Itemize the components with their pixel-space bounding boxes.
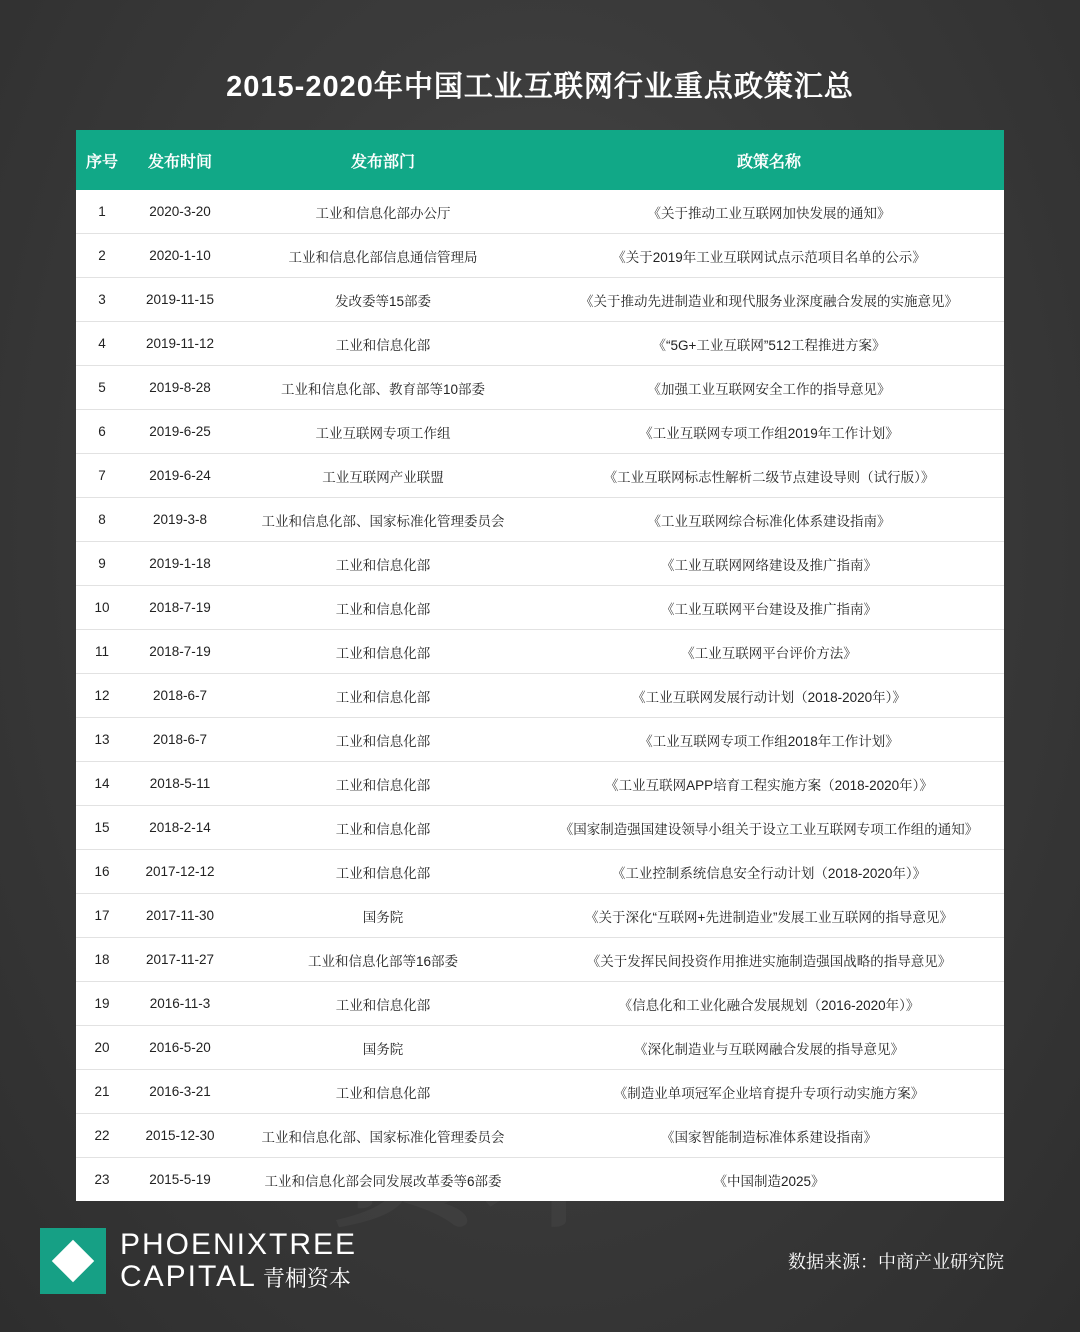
table-row xyxy=(76,454,1004,498)
cell-policy-name: 《工业互联网APP培育工程实施方案（2018-2020年）》 xyxy=(534,762,1004,806)
cell-date: 2019-8-28 xyxy=(128,366,232,410)
cell-department: 工业和信息化部 xyxy=(232,718,534,762)
cell-index: 11 xyxy=(76,630,128,674)
cell-policy-name: 《中国制造2025》 xyxy=(534,1158,1004,1202)
cell-index: 15 xyxy=(76,806,128,850)
brand-logo-text xyxy=(120,1229,357,1294)
cell-department: 工业和信息化部 xyxy=(232,542,534,586)
table-header-row xyxy=(76,130,1004,190)
cell-department: 工业和信息化部 xyxy=(232,806,534,850)
page-title: 2015-2020年中国工业互联网行业重点政策汇总 xyxy=(226,71,854,103)
cell-policy-name: 《加强工业互联网安全工作的指导意见》 xyxy=(534,366,1004,410)
cell-policy-name: 《国家智能制造标准体系建设指南》 xyxy=(534,1114,1004,1158)
cell-index: 14 xyxy=(76,762,128,806)
cell-department: 工业和信息化部办公厅 xyxy=(232,190,534,234)
cell-date: 2019-6-24 xyxy=(128,454,232,498)
policy-table xyxy=(76,130,1004,1201)
cell-policy-name: 《制造业单项冠军企业培育提升专项行动实施方案》 xyxy=(534,1070,1004,1114)
cell-date: 2019-3-8 xyxy=(128,498,232,542)
cell-department: 国务院 xyxy=(232,1026,534,1070)
table-row xyxy=(76,982,1004,1026)
table-row xyxy=(76,1114,1004,1158)
cell-policy-name: 《关于发挥民间投资作用推进实施制造强国战略的指导意见》 xyxy=(534,938,1004,982)
cell-policy-name: 《工业互联网发展行动计划（2018-2020年）》 xyxy=(534,674,1004,718)
cell-date: 2018-7-19 xyxy=(128,586,232,630)
table-row xyxy=(76,894,1004,938)
cell-index: 2 xyxy=(76,234,128,278)
cell-index: 3 xyxy=(76,278,128,322)
cell-index: 5 xyxy=(76,366,128,410)
cell-policy-name: 《信息化和工业化融合发展规划（2016-2020年）》 xyxy=(534,982,1004,1026)
cell-policy-name: 《国家制造强国建设领导小组关于设立工业互联网专项工作组的通知》 xyxy=(534,806,1004,850)
cell-department: 工业和信息化部 xyxy=(232,1070,534,1114)
cell-date: 2018-6-7 xyxy=(128,674,232,718)
cell-department: 工业和信息化部 xyxy=(232,586,534,630)
cell-index: 6 xyxy=(76,410,128,454)
table-row xyxy=(76,674,1004,718)
table-row xyxy=(76,938,1004,982)
cell-department: 工业和信息化部 xyxy=(232,630,534,674)
cell-department: 国务院 xyxy=(232,894,534,938)
cell-date: 2019-11-15 xyxy=(128,278,232,322)
cell-date: 2018-5-11 xyxy=(128,762,232,806)
cell-index: 19 xyxy=(76,982,128,1026)
cell-department: 工业和信息化部、教育部等10部委 xyxy=(232,366,534,410)
cell-date: 2020-3-20 xyxy=(128,190,232,234)
cell-policy-name: 《工业控制系统信息安全行动计划（2018-2020年）》 xyxy=(534,850,1004,894)
cell-index: 1 xyxy=(76,190,128,234)
brand-logo xyxy=(40,1228,357,1294)
cell-policy-name: 《“5G+工业互联网”512工程推进方案》 xyxy=(534,322,1004,366)
cell-policy-name: 《深化制造业与互联网融合发展的指导意见》 xyxy=(534,1026,1004,1070)
cell-department: 工业和信息化部等16部委 xyxy=(232,938,534,982)
cell-department: 工业互联网专项工作组 xyxy=(232,410,534,454)
cell-index: 21 xyxy=(76,1070,128,1114)
column-header-date: 发布时间 xyxy=(128,130,232,190)
cell-policy-name: 《关于2019年工业互联网试点示范项目名单的公示》 xyxy=(534,234,1004,278)
cell-policy-name: 《工业互联网专项工作组2019年工作计划》 xyxy=(534,410,1004,454)
cell-policy-name: 《工业互联网平台建设及推广指南》 xyxy=(534,586,1004,630)
cell-date: 2017-11-27 xyxy=(128,938,232,982)
cell-policy-name: 《工业互联网专项工作组2018年工作计划》 xyxy=(534,718,1004,762)
cell-date: 2016-5-20 xyxy=(128,1026,232,1070)
cell-date: 2020-1-10 xyxy=(128,234,232,278)
table-row xyxy=(76,322,1004,366)
cell-date: 2016-3-21 xyxy=(128,1070,232,1114)
table-row xyxy=(76,718,1004,762)
cell-policy-name: 《工业互联网综合标准化体系建设指南》 xyxy=(534,498,1004,542)
table-row xyxy=(76,410,1004,454)
cell-date: 2019-11-12 xyxy=(128,322,232,366)
cell-date: 2018-7-19 xyxy=(128,630,232,674)
cell-index: 13 xyxy=(76,718,128,762)
cell-department: 工业和信息化部 xyxy=(232,322,534,366)
cell-department: 发改委等15部委 xyxy=(232,278,534,322)
column-header-policy-name: 政策名称 xyxy=(534,130,1004,190)
cell-policy-name: 《工业互联网标志性解析二级节点建设导则（试行版）》 xyxy=(534,454,1004,498)
table-body xyxy=(76,190,1004,1201)
table-row xyxy=(76,630,1004,674)
table-row xyxy=(76,586,1004,630)
cell-department: 工业和信息化部、国家标准化管理委员会 xyxy=(232,1114,534,1158)
brand-name-capital: CAPITAL xyxy=(120,1260,257,1293)
cell-policy-name: 《关于推动工业互联网加快发展的通知》 xyxy=(534,190,1004,234)
cell-department: 工业和信息化部 xyxy=(232,982,534,1026)
cell-department: 工业和信息化部信息通信管理局 xyxy=(232,234,534,278)
cell-date: 2017-12-12 xyxy=(128,850,232,894)
column-header-department: 发布部门 xyxy=(232,130,534,190)
policy-table-container xyxy=(76,130,1004,1201)
cell-department: 工业和信息化部 xyxy=(232,850,534,894)
cell-department: 工业互联网产业联盟 xyxy=(232,454,534,498)
cell-date: 2015-5-19 xyxy=(128,1158,232,1202)
data-source-label: 数据来源：中商产业研究院 xyxy=(788,1252,1004,1272)
cell-index: 23 xyxy=(76,1158,128,1202)
cell-index: 16 xyxy=(76,850,128,894)
table-row xyxy=(76,366,1004,410)
cell-department: 工业和信息化部 xyxy=(232,674,534,718)
cell-date: 2018-6-7 xyxy=(128,718,232,762)
cell-date: 2017-11-30 xyxy=(128,894,232,938)
table-row xyxy=(76,850,1004,894)
cell-policy-name: 《关于深化“互联网+先进制造业”发展工业互联网的指导意见》 xyxy=(534,894,1004,938)
table-header xyxy=(76,130,1004,190)
cell-date: 2016-11-3 xyxy=(128,982,232,1026)
cell-policy-name: 《工业互联网平台评价方法》 xyxy=(534,630,1004,674)
cell-index: 17 xyxy=(76,894,128,938)
cell-policy-name: 《工业互联网网络建设及推广指南》 xyxy=(534,542,1004,586)
cell-index: 9 xyxy=(76,542,128,586)
brand-name-line1: PHOENIXTREE xyxy=(120,1227,358,1261)
table-row xyxy=(76,234,1004,278)
brand-name-cn: 青桐资本 xyxy=(262,1266,351,1291)
cell-index: 10 xyxy=(76,586,128,630)
cell-index: 20 xyxy=(76,1026,128,1070)
column-header-index: 序号 xyxy=(76,130,128,190)
cell-department: 工业和信息化部 xyxy=(232,762,534,806)
cell-date: 2019-6-25 xyxy=(128,410,232,454)
brand-name-line2 xyxy=(120,1261,357,1293)
cell-index: 8 xyxy=(76,498,128,542)
table-row xyxy=(76,190,1004,234)
cell-date: 2015-12-30 xyxy=(128,1114,232,1158)
cell-index: 7 xyxy=(76,454,128,498)
cell-department: 工业和信息化部会同发展改革委等6部委 xyxy=(232,1158,534,1202)
table-row xyxy=(76,542,1004,586)
cell-index: 18 xyxy=(76,938,128,982)
table-row xyxy=(76,806,1004,850)
cell-index: 4 xyxy=(76,322,128,366)
cell-department: 工业和信息化部、国家标准化管理委员会 xyxy=(232,498,534,542)
cell-date: 2018-2-14 xyxy=(128,806,232,850)
table-row xyxy=(76,1158,1004,1202)
table-row xyxy=(76,498,1004,542)
cell-policy-name: 《关于推动先进制造业和现代服务业深度融合发展的实施意见》 xyxy=(534,278,1004,322)
diamond-logo-icon xyxy=(40,1228,106,1294)
table-row xyxy=(76,1026,1004,1070)
table-row xyxy=(76,1070,1004,1114)
cell-date: 2019-1-18 xyxy=(128,542,232,586)
cell-index: 12 xyxy=(76,674,128,718)
table-row xyxy=(76,278,1004,322)
table-row xyxy=(76,762,1004,806)
cell-index: 22 xyxy=(76,1114,128,1158)
